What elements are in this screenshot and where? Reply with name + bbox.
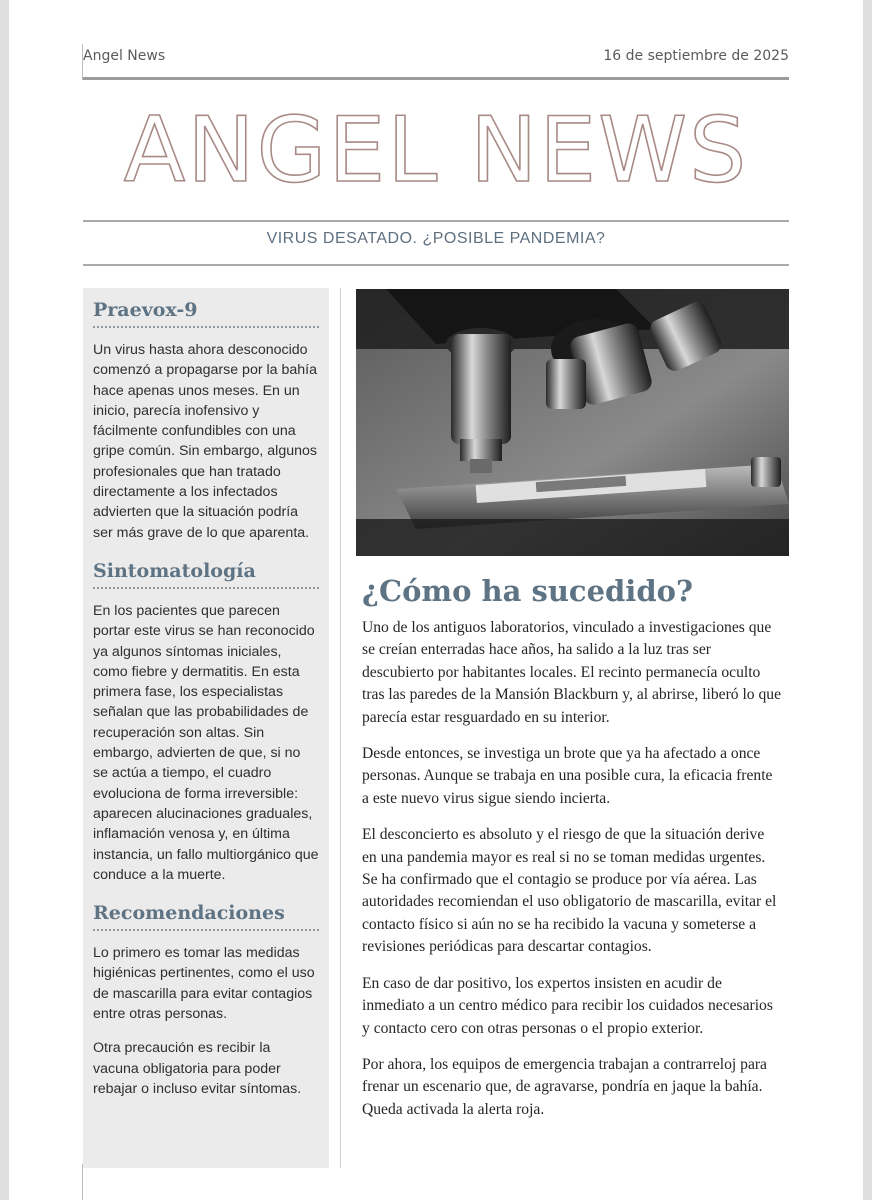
- article-paragraph: Por ahora, los equipos de emergencia trabajan a contrarreloj para frenar un escenario que, de agravarse, pondría en jaque la bahía. Queda activada la alerta roja.: [362, 1055, 767, 1118]
- sidebar-heading-praevox: Praevox-9: [93, 299, 198, 321]
- dotted-divider: [93, 326, 319, 328]
- article-paragraph: Desde entonces, se investiga un brote que ya ha afectado a once personas. Aunque se trabaja en una posible cura, la eficacia frente a este nuevo virus sigue siendo incierta.: [362, 745, 773, 807]
- page-header: [83, 45, 789, 67]
- subhead: VIRUS DESATADO. ¿POSIBLE PANDEMIA?: [266, 230, 606, 247]
- dotted-divider: [93, 929, 319, 931]
- publication-date: 16 de septiembre de 2025: [603, 48, 789, 64]
- sidebar-heading-sintomatologia: Sintomatología: [93, 559, 256, 582]
- margin-guide-bottom: [82, 1164, 83, 1200]
- microscope-icon: [356, 289, 789, 556]
- column-divider: [340, 288, 341, 1168]
- article-body: [362, 617, 782, 1135]
- header-rule: [83, 77, 789, 80]
- subhead-rule-bottom: [83, 264, 789, 266]
- article-heading: ¿Cómo ha sucedido?: [362, 574, 693, 608]
- sidebar-paragraph: Un virus hasta ahora desconocido comenzó a propagarse por la bahía hace apenas unos meses. En un inicio, parecía inofensivo y fácilmente confundibles con una gripe común. Sin embargo, algunos profesionales que han tratado directamente a los infectados advierten que la situación podría ser más grave de lo que aparenta.: [93, 342, 317, 541]
- dotted-divider: [93, 587, 319, 589]
- microscope-photo: [356, 289, 789, 556]
- article-paragraph: Uno de los antiguos laboratorios, vinculado a investigaciones que se creían enterradas hace años, ha salido a la luz tras ser descubierto por habitantes locales. El recinto permanecía oculto tras las paredes de la Mansión Blackburn y, al abrirse, liberó lo que parecía estar resguardado en su interior.: [362, 619, 782, 726]
- publication-name: Angel News: [83, 48, 166, 64]
- masthead-title: ANGEL NEWS: [123, 98, 749, 203]
- sidebar-paragraph: En los pacientes que parecen portar este virus se han reconocido ya algunos síntomas iniciales, como fiebre y dermatitis. En esta primera fase, los especialistas señalan que las probabilidades de recuperación son altas. Sin embargo, advierten de que, si no se actúa a tiempo, el cuadro evoluciona de forma irreversible: aparecen alucinaciones graduales, inflamación venosa y, en última instancia, un fallo multiorgánico que conduce a la muerte.: [93, 602, 319, 883]
- sidebar-paragraph: Lo primero es tomar las medidas higiénicas pertinentes, como el uso de mascarilla para evitar contagios entre otras personas.: [93, 945, 315, 1023]
- subhead-rule-top: [83, 220, 789, 222]
- article-paragraph: El desconcierto es absoluto y el riesgo de que la situación derive en una pandemia mayor es real si no se toman medidas urgentes. Se ha confirmado que el contagio se produce por vía aérea. Las autoridades recomiendan el uso obligatorio de mascarilla, evitar el contacto físico si aún no se ha recibido la vacuna y someterse a revisiones periódicas para descartar contagios.: [362, 826, 777, 956]
- sidebar: [83, 288, 329, 1168]
- sidebar-heading-recomendaciones: Recomendaciones: [93, 902, 285, 925]
- article-paragraph: En caso de dar positivo, los expertos insisten en acudir de inmediato a un centro médico para recibir los cuidados necesarios y contacto cero con otras personas o el propio exterior.: [362, 974, 773, 1037]
- sidebar-paragraph: Otra precaución es recibir la vacuna obligatoria para poder rebajar o incluso evitar síntomas.: [93, 1040, 302, 1097]
